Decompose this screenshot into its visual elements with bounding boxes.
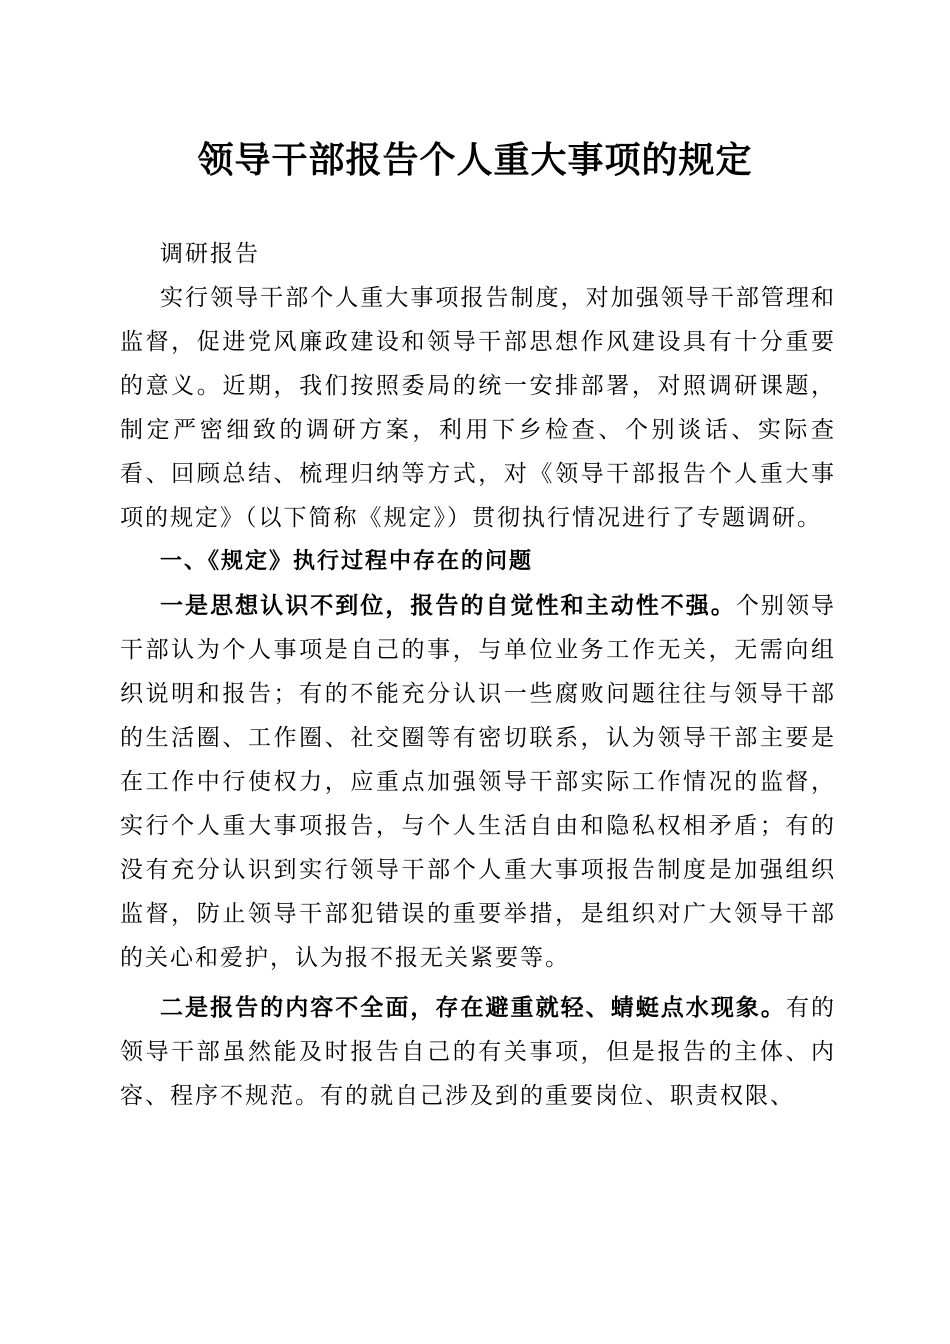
document-body [120, 232, 836, 1118]
point-two-text: 有的领导干部虽然能及时报告自己的有关事项，但是报告的主体、内容、程序不规范。有的就自己涉及到的重要岗位、职责权限、 [120, 995, 837, 1109]
document-title: 领导干部报告个人重大事项的规定 [197, 139, 753, 181]
point-one-text: 个别领导干部认为个人事项是自己的事，与单位业务工作无关，无需向组织说明和报告；有的不能充分认识一些腐败问题往往与领导干部的生活圈、工作圈、社交圈等有密切联系，认为领导干部主要是在工作中行使权力，应重点加强领导干部实际工作情况的监督，实行个人重大事项报告，与个人生活自由和隐私权相矛盾；有的没有充分认识到实行领导干部个人重大事项报告制度是加强组织监督，防止领导干部犯错误的重要举措，是组织对广大领导干部的关心和爱护，认为报不报无关紧要等。 [120, 593, 837, 971]
section-heading: 一、《规定》执行过程中存在的问题 [160, 549, 534, 574]
intro-paragraph: 实行领导干部个人重大事项报告制度，对加强领导干部管理和监督，促进党风廉政建设和领导干部思想作风建设具有十分重要的意义。近期，我们按照委局的统一安排部署，对照调研课题，制定严密细致的调研方案，利用下乡检查、个别谈话、实际查看、回顾总结、梳理归纳等方式，对《领导干部报告个人重大事项的规定》（以下简称《规定》）贯彻执行情况进行了专题调研。 [120, 285, 836, 531]
point-one-lead: 一是思想认识不到位，报告的自觉性和主动性不强。 [160, 592, 736, 619]
point-two-paragraph [120, 986, 836, 1118]
point-one-paragraph [120, 584, 836, 980]
point-two-lead: 二是报告的内容不全面，存在避重就轻、蜻蜓点水现象。 [160, 994, 786, 1021]
subtitle: 调研报告 [160, 241, 260, 267]
